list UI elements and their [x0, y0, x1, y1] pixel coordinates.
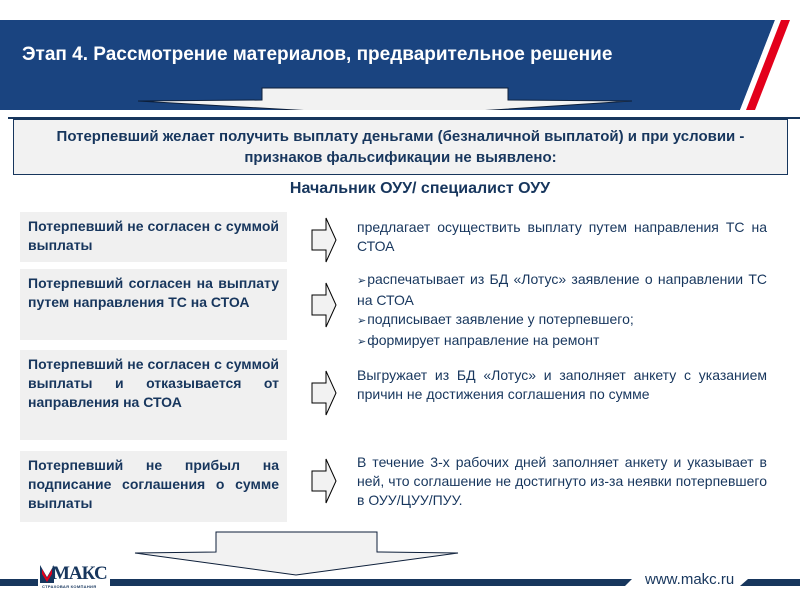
action-list-2 [357, 270, 767, 352]
page-title: Этап 4. Рассмотрение материалов, предварительное решение [22, 44, 613, 65]
website-link[interactable]: www.makc.ru [645, 571, 735, 588]
right-arrow-icon [311, 282, 337, 328]
case-text: Потерпевший согласен на выплату путем направления ТС на СТОА [28, 275, 279, 310]
condition-box [13, 119, 788, 175]
case-box-3 [20, 350, 287, 440]
case-text: Потерпевший не согласен с суммой выплаты и отказывается от направления на СТОА [28, 356, 279, 410]
action-text-3 [357, 366, 767, 404]
case-box-1 [20, 212, 287, 262]
footer-bar [0, 579, 38, 586]
logo-text: МАКС [52, 563, 107, 584]
arrowhead-bullet-icon: ➢ [357, 336, 367, 348]
down-arrow-icon [130, 530, 470, 580]
action-bullet [357, 310, 767, 331]
action-bullet [357, 270, 767, 310]
action-text: В течение 3-х рабочих дней заполняет анкету и указывает в ней, что соглашение не достигнуто из-за неявки потерпевшего в ОУУ/ЦУУ/ПУУ. [357, 454, 767, 508]
right-arrow-icon [311, 458, 337, 504]
role-title: Начальник ОУУ/ специалист ОУУ [289, 180, 551, 197]
company-logo [40, 563, 108, 591]
arrowhead-bullet-icon: ➢ [357, 275, 367, 287]
action-text-1 [357, 218, 767, 256]
case-text: Потерпевший не прибыл на подписание соглашения о сумме выплаты [28, 457, 279, 511]
case-box-4 [20, 451, 287, 522]
arrowhead-bullet-icon: ➢ [357, 315, 367, 327]
action-text: предлагает осуществить выплату путем направления ТС на СТОА [357, 219, 767, 254]
action-text: Выгружает из БД «Лотус» и заполняет анкету с указанием причин не достижения соглашения по сумме [357, 367, 767, 402]
bullet-text: подписывает заявление у потерпевшего; [367, 311, 634, 327]
right-arrow-icon [311, 217, 337, 263]
logo-subtitle: СТРАХОВАЯ КОМПАНИЯ [42, 584, 97, 589]
header-band [0, 20, 800, 110]
case-box-2 [20, 269, 287, 340]
action-bullet [357, 331, 767, 352]
footer-bar [618, 579, 632, 586]
condition-text: Потерпевший желает получить выплату деньгами (безналичной выплатой) и при условии - признаков фальсификации не выявлено: [56, 128, 745, 166]
case-text: Потерпевший не согласен с суммой выплаты [28, 218, 279, 253]
footer-bar [110, 579, 625, 586]
footer-bar [740, 579, 800, 586]
bullet-text: формирует направление на ремонт [367, 332, 600, 348]
bullet-text: распечатывает из БД «Лотус» заявление о направлении ТС на СТОА [357, 271, 767, 308]
action-text-4 [357, 453, 767, 510]
right-arrow-icon [311, 370, 337, 416]
